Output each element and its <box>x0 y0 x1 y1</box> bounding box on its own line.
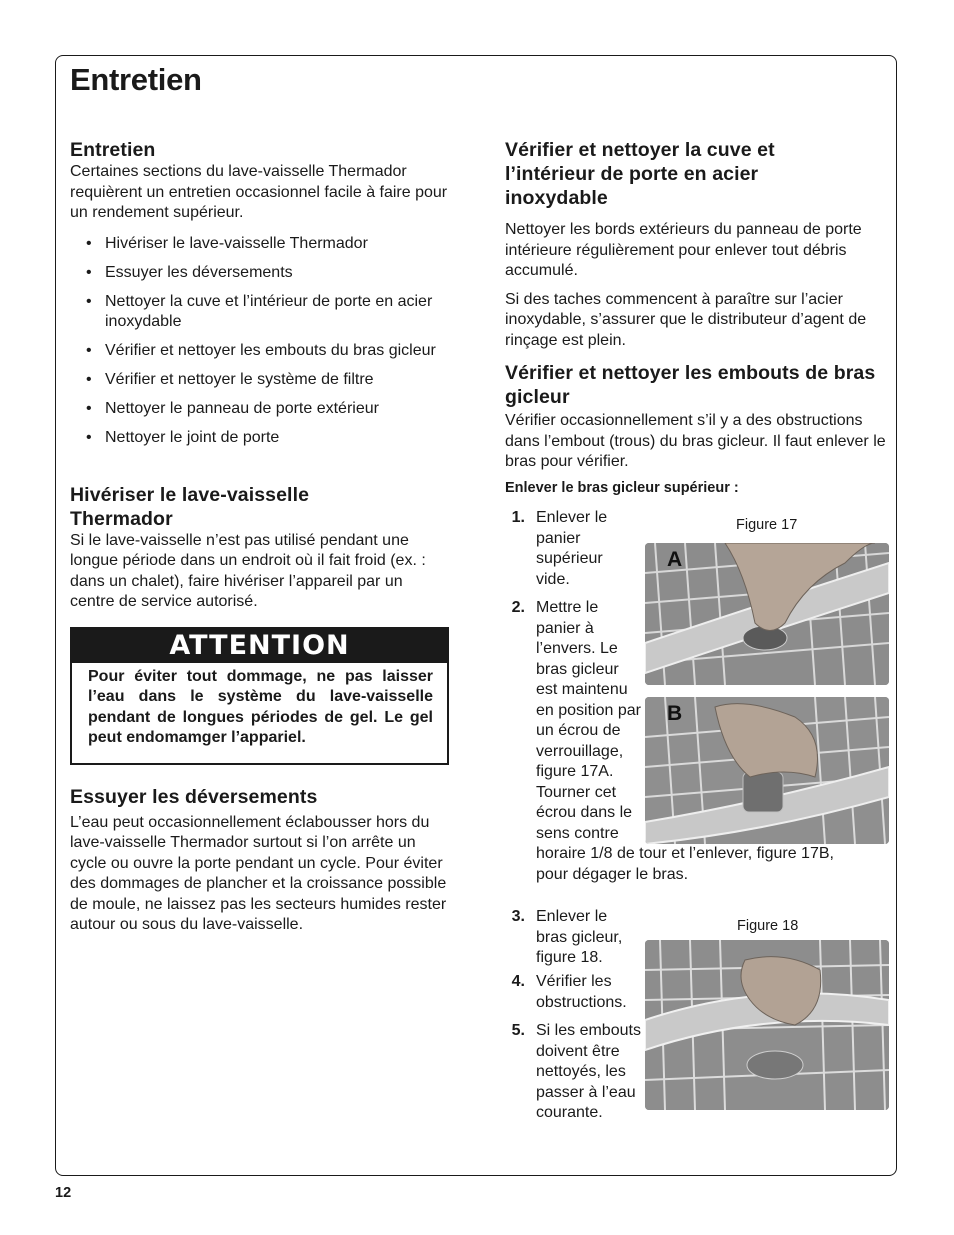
step-text: Enlever le bras gicleur, figure 18. <box>536 908 623 966</box>
tub-paragraph-2: Si des taches commencent à paraître sur l’acier inoxydable, s’assurer que le distributeur d’agent de rinçage est plein. <box>505 290 867 349</box>
winterize-text: Si le lave-vaisselle n’est pas utilisé pendant une longue période dans un endroit où il fait froid (ex. : dans un chalet), faire hivériser l’appareil par un centre de service autorisé. <box>70 531 426 610</box>
tub-section <box>505 138 890 351</box>
tub-paragraph-1: Nettoyer les bords extérieurs du panneau de porte intérieure régulièrement pour enlever tout débris accumulé. <box>505 221 862 279</box>
right-column <box>505 138 890 498</box>
step-number: 1. <box>511 509 525 526</box>
list-item: • Nettoyer le joint de porte <box>70 428 450 449</box>
list-item: • Essuyer les déversements <box>70 263 450 284</box>
attention-text: Pour éviter tout dommage, ne pas laisser l’eau dans le système du lave-vaisselle pendant de longues périodes de gel. Le gel peut endomamger l’appariel. <box>88 667 433 746</box>
step-text: Enlever le panier supérieur vide. <box>536 509 608 588</box>
spills-heading: Essuyer les déversements <box>70 785 318 808</box>
step-number: 4. <box>511 973 525 990</box>
maintenance-heading: Entretien <box>70 139 156 161</box>
step-text: Si les embouts doivent être nettoyés, les passer à l’eau courante. <box>536 1022 641 1121</box>
nozzles-section <box>505 361 890 498</box>
nozzles-text: Vérifier occasionnellement s’il y a des obstructions dans l’embout (trous) du bras gicleur. Il faut enlever le bras pour vérifier. <box>505 412 886 470</box>
list-item: • Nettoyer la cuve et l’intérieur de porte en acier inoxydable <box>70 292 450 333</box>
step-item <box>505 972 640 1013</box>
step-number: 2. <box>511 599 525 616</box>
step-item <box>505 1021 655 1124</box>
step-item <box>505 508 610 590</box>
figure-17b-letter: B <box>667 702 683 725</box>
figure-17a-photo <box>645 543 889 685</box>
winterize-section <box>70 483 450 613</box>
nozzles-heading: Vérifier et nettoyer les embouts de bras gicleur <box>505 362 876 408</box>
attention-label: ATTENTION <box>72 629 447 663</box>
maintenance-bullet-list <box>70 234 450 449</box>
tub-heading: Vérifier et nettoyer la cuve et l’intérieur de porte en acier inoxydable <box>505 139 775 209</box>
page-title: Entretien <box>70 62 202 97</box>
figure-18-photo <box>645 940 889 1110</box>
step-text: Vérifier les obstructions. <box>536 973 627 1011</box>
spills-text: L’eau peut occasionnellement éclabousser hors du lave-vaisselle Thermador surtout si l’on arrête un cycle ou ouvre la porte pendant un cycle. Pour éviter des dommages de plancher et la croissance possible de moule, ne laissez pas les secteurs humides rester autour ou sous du lave-vaisselle. <box>70 813 447 933</box>
left-column <box>70 138 450 936</box>
figure-17a-letter: A <box>667 548 683 571</box>
attention-box <box>70 627 449 765</box>
step-number: 5. <box>511 1022 525 1039</box>
maintenance-intro: Certaines sections du lave-vaisselle Thermador requièrent un entretien occasionnel facile à faire pour un rendement supérieur. <box>70 163 448 221</box>
spills-section <box>70 785 450 936</box>
list-item: • Hivériser le lave-vaisselle Thermador <box>70 234 450 255</box>
page-number: 12 <box>55 1185 72 1201</box>
list-item: • Vérifier et nettoyer le système de filtre <box>70 370 450 391</box>
step-text: Mettre le panier à l’envers. Le bras gicleur est maintenu en position par un écrou de verrouillage, figure 17A. Tourner cet écrou dans le sens contre horaire 1/8 de tour et l’enlever, figure 17B, pour dégager le bras. <box>536 599 834 883</box>
winterize-heading: Hivériser le lave-vaisselle Thermador <box>70 483 310 530</box>
remove-arm-subheading: Enlever le bras gicleur supérieur : <box>505 479 739 496</box>
figure-17b-photo <box>645 697 889 844</box>
list-item: • Nettoyer le panneau de porte extérieur <box>70 399 450 420</box>
step-number: 3. <box>511 908 525 925</box>
list-item: • Vérifier et nettoyer les embouts du bras gicleur <box>70 341 450 362</box>
maintenance-section <box>70 138 450 449</box>
figure-18-label: Figure 18 <box>737 918 799 934</box>
step-item <box>505 907 623 969</box>
figure-17-label: Figure 17 <box>736 517 798 533</box>
